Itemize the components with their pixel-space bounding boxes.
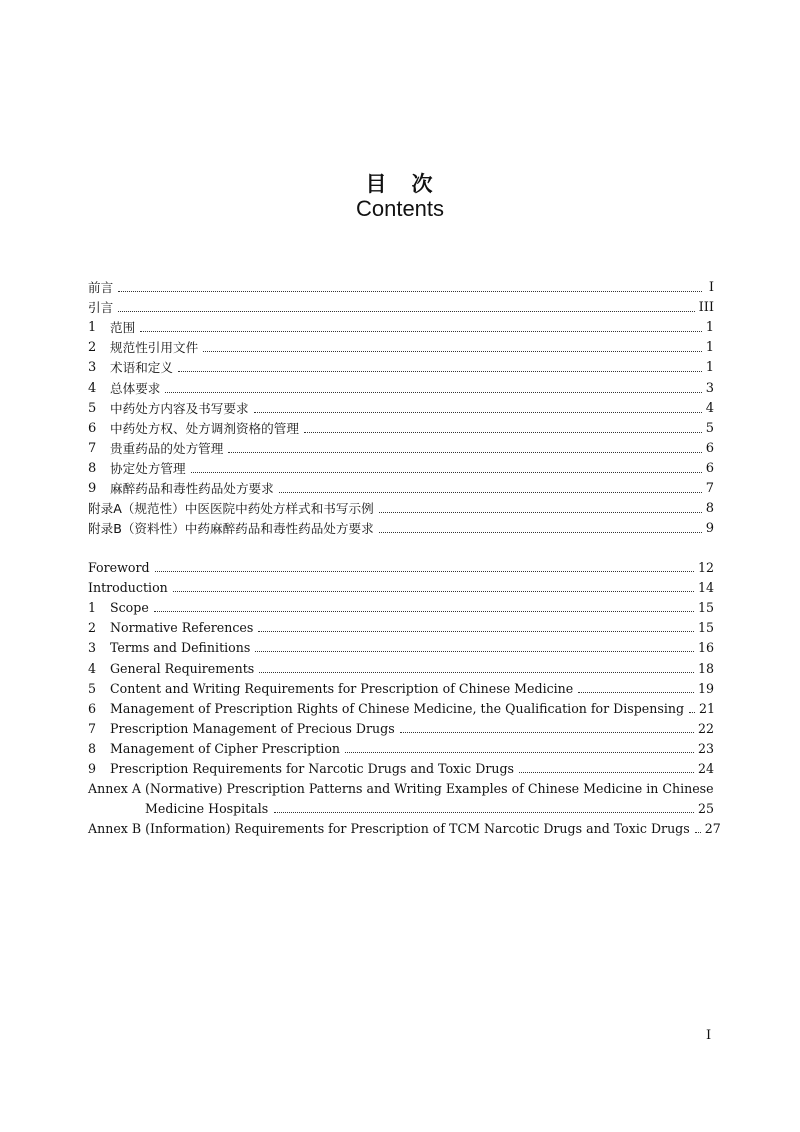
toc-entry-text: 范围 [110, 320, 136, 336]
toc-entry-number: 9 [88, 761, 97, 777]
toc-entry-page: 15 [697, 600, 714, 616]
toc-entry-number: 6 [88, 420, 97, 436]
toc-entry-number: 8 [88, 740, 97, 756]
toc-entry[interactable] [88, 616, 714, 636]
dot-leader [695, 832, 701, 833]
dot-leader [304, 432, 702, 433]
toc-entry-text: Management of Prescription Rights of Chinese Medicine, the Qualification for Dispensing [110, 700, 685, 716]
toc-entry-number: 3 [88, 640, 97, 656]
toc-entry-page: 22 [697, 720, 714, 736]
page-number: I [706, 1028, 712, 1043]
toc-entry-page: 8 [705, 501, 714, 517]
toc-entry[interactable] [88, 477, 714, 497]
toc-entry-annex-a[interactable] [88, 777, 714, 797]
dot-leader [259, 672, 694, 673]
toc-entry-page: 1 [705, 360, 714, 376]
toc-entry-page: 5 [705, 420, 714, 436]
toc-entry-number: 2 [88, 620, 97, 636]
toc-entry-page: 4 [705, 400, 714, 416]
toc-entry-number: 5 [88, 400, 97, 416]
dot-leader [155, 571, 694, 572]
toc-entry-text: 中药处方内容及书写要求 [110, 400, 249, 416]
dot-leader [254, 412, 702, 413]
toc-entry-text: Scope [110, 600, 149, 616]
toc-entry[interactable] [88, 497, 714, 517]
toc-entry[interactable] [88, 437, 714, 457]
toc-entry[interactable] [88, 697, 714, 717]
dot-leader [578, 692, 694, 693]
toc-entry-text: 附录A（规范性）中医医院中药处方样式和书写示例 [88, 501, 374, 517]
toc-entry-number: 5 [88, 680, 97, 696]
toc-entry-page: 14 [697, 580, 714, 596]
dot-leader [140, 331, 702, 332]
toc-entry-page: I [708, 280, 714, 296]
toc-entry[interactable] [88, 656, 714, 676]
toc-entry[interactable] [88, 596, 714, 616]
toc-entry[interactable] [88, 457, 714, 477]
toc-entry-text: Prescription Requirements for Narcotic Drugs and Toxic Drugs [110, 761, 514, 777]
toc-entry-page: 18 [697, 660, 714, 676]
dot-leader [689, 712, 695, 713]
toc-entry-page: 27 [704, 821, 721, 837]
toc-entry-page: 1 [705, 340, 714, 356]
dot-leader [154, 611, 694, 612]
toc-entry-text: General Requirements [110, 660, 255, 676]
toc-entry-page: 3 [705, 380, 714, 396]
toc-entry-page: 16 [697, 640, 714, 656]
toc-entry-text: Management of Cipher Prescription [110, 740, 341, 756]
toc-entry-page: 24 [697, 761, 714, 777]
toc-entry-text: 附录B（资料性）中药麻醉药品和毒性药品处方要求 [88, 521, 374, 537]
toc-entry-number: 1 [88, 600, 97, 616]
dot-leader [118, 311, 694, 312]
toc-entry[interactable] [88, 397, 714, 417]
toc-entry-page: 25 [697, 801, 714, 817]
dot-leader [178, 371, 702, 372]
dot-leader [345, 752, 694, 753]
dot-leader [173, 591, 694, 592]
toc-entry[interactable] [88, 717, 714, 737]
toc-entry-page: III [698, 300, 714, 316]
dot-leader [519, 772, 694, 773]
toc-entry-number: 2 [88, 340, 97, 356]
toc-entry[interactable] [88, 737, 714, 757]
dot-leader [258, 631, 694, 632]
toc-entry-page: 1 [705, 320, 714, 336]
toc-entry-number: 8 [88, 460, 97, 476]
dot-leader [165, 392, 701, 393]
toc-english [88, 556, 721, 837]
contents-title-english: Contents [355, 196, 445, 221]
contents-title-chinese: 目 次 [365, 172, 435, 196]
toc-entry-text: 术语和定义 [110, 360, 173, 376]
toc-entry-text: 麻醉药品和毒性药品处方要求 [110, 481, 274, 497]
toc-entry-page: 12 [697, 560, 714, 576]
toc-entry-page: 19 [697, 680, 714, 696]
dot-leader [255, 651, 694, 652]
toc-entry-text: 协定处方管理 [110, 460, 186, 476]
dot-leader [274, 812, 694, 813]
toc-entry[interactable] [88, 517, 714, 537]
toc-entry[interactable] [88, 336, 714, 356]
toc-entry-number: 7 [88, 720, 97, 736]
toc-entry-annex-a-line2: Medicine Hospitals [145, 801, 269, 817]
toc-entry-text: Normative References [110, 620, 254, 636]
toc-entry[interactable] [88, 376, 714, 396]
toc-entry-page: 7 [705, 481, 714, 497]
toc-entry-annex-a-continued[interactable] [88, 797, 714, 817]
toc-entry-text: 总体要求 [110, 380, 161, 396]
dot-leader [191, 472, 702, 473]
dot-leader [400, 732, 694, 733]
toc-entry[interactable] [88, 356, 714, 376]
toc-entry-page: 21 [699, 700, 716, 716]
toc-entry-text: 前言 [88, 280, 114, 296]
toc-entry-annex-a-line1: Annex A (Normative) Prescription Patterns and Writing Examples of Chinese Medicine in Chinese [88, 781, 714, 797]
toc-entry-annex-b[interactable] [88, 817, 721, 837]
dot-leader [203, 351, 702, 352]
toc-entry-text: Annex B (Information) Requirements for Prescription of TCM Narcotic Drugs and Toxic Drugs [88, 821, 690, 837]
toc-entry[interactable] [88, 576, 714, 596]
toc-chinese [88, 276, 714, 537]
toc-entry-text: Terms and Definitions [110, 640, 251, 656]
toc-entry[interactable] [88, 636, 714, 656]
toc-entry-number: 7 [88, 440, 97, 456]
toc-entry-number: 9 [88, 481, 97, 497]
toc-entry-number: 1 [88, 320, 97, 336]
toc-entry-page: 9 [705, 521, 714, 537]
toc-entry[interactable] [88, 417, 714, 437]
toc-entry-page: 6 [705, 440, 714, 456]
toc-entry[interactable] [88, 276, 714, 296]
toc-entry-text: Prescription Management of Precious Drugs [110, 720, 395, 736]
toc-entry-page: 23 [697, 740, 714, 756]
toc-entry[interactable] [88, 316, 714, 336]
toc-entry[interactable] [88, 677, 714, 697]
toc-entry[interactable] [88, 757, 714, 777]
dot-leader [279, 492, 702, 493]
toc-entry-text: 规范性引用文件 [110, 340, 199, 356]
toc-entry-text: 贵重药品的处方管理 [110, 440, 224, 456]
dot-leader [379, 532, 702, 533]
dot-leader [118, 291, 702, 292]
toc-entry-number: 3 [88, 360, 97, 376]
toc-entry-text: 引言 [88, 300, 114, 316]
toc-entry-text: Content and Writing Requirements for Prescription of Chinese Medicine [110, 680, 574, 696]
dot-leader [228, 452, 701, 453]
toc-english-entries [88, 556, 714, 777]
toc-entry-page: 15 [697, 620, 714, 636]
toc-entry[interactable] [88, 296, 714, 316]
toc-entry-text: 中药处方权、处方调剂资格的管理 [110, 420, 299, 436]
toc-entry-text: Introduction [88, 580, 168, 596]
toc-entry[interactable] [88, 556, 714, 576]
toc-entry-number: 6 [88, 700, 97, 716]
toc-entry-number: 4 [88, 380, 97, 396]
toc-entry-page: 6 [705, 460, 714, 476]
toc-entry-text: Foreword [88, 560, 150, 576]
dot-leader [379, 512, 702, 513]
toc-entry-number: 4 [88, 660, 97, 676]
